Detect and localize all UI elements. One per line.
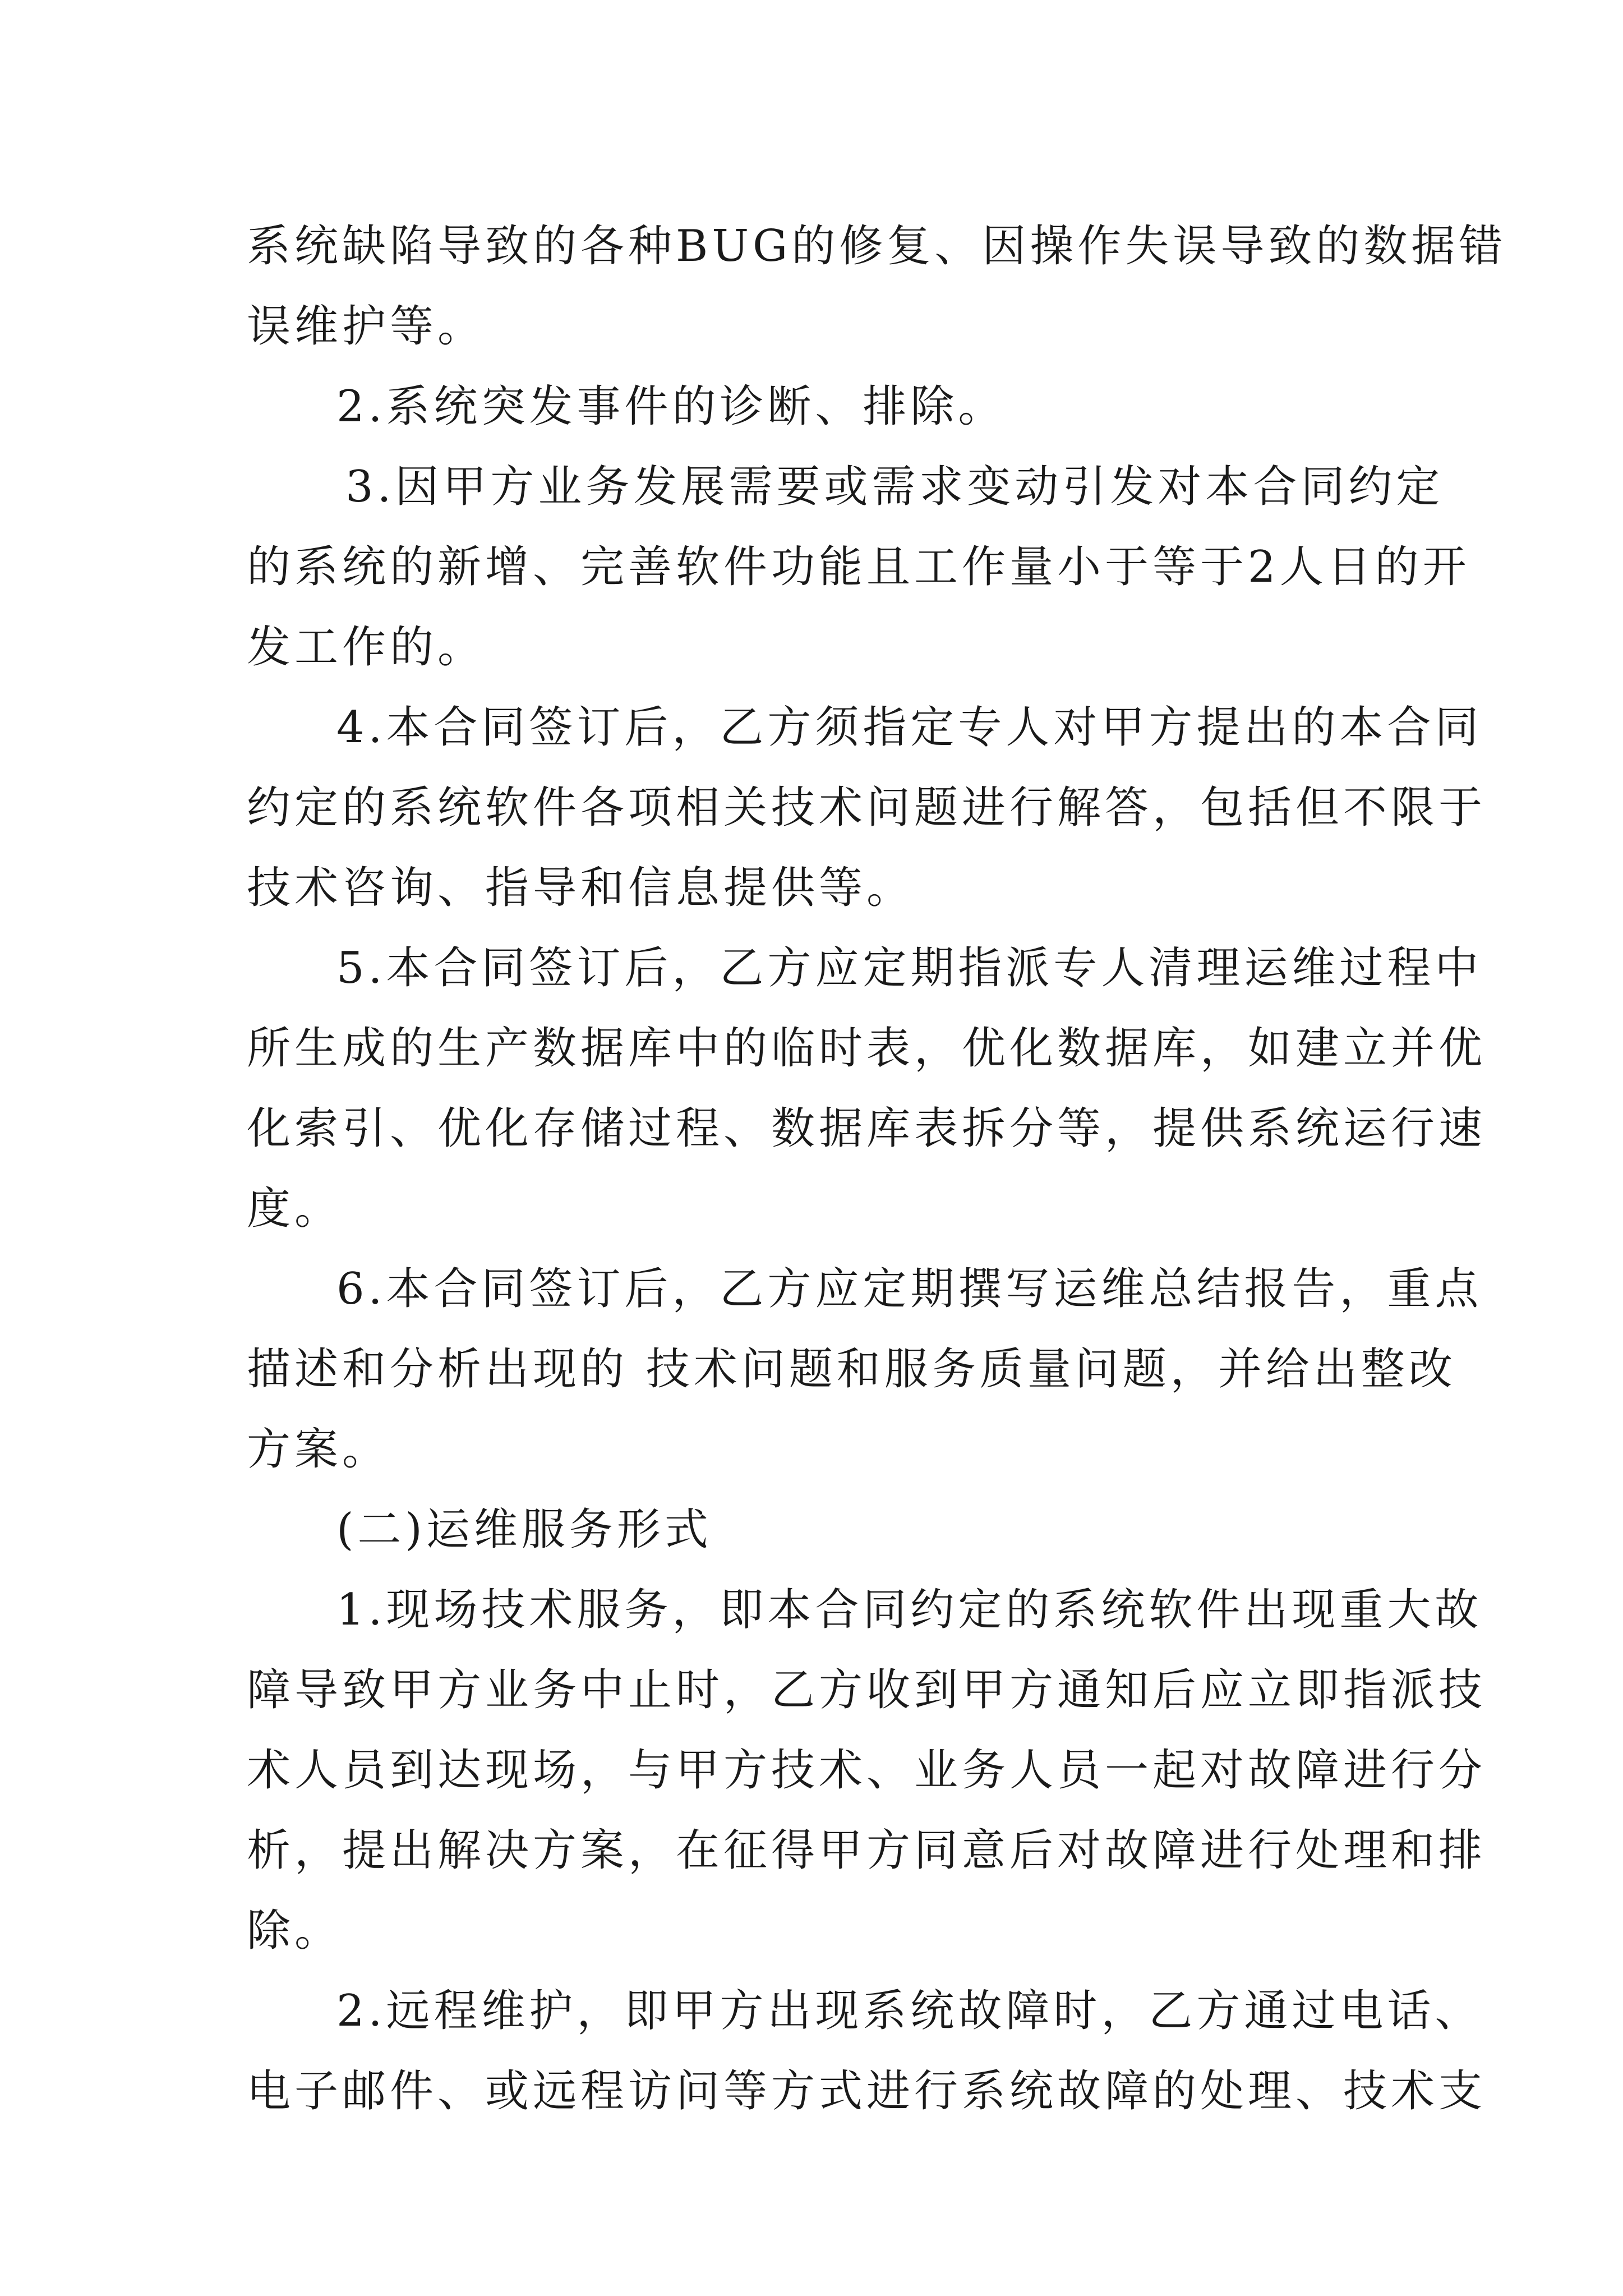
document-body	[247, 206, 1507, 2132]
paragraph-line: 障导致甲方业务中止时，乙方收到甲方通知后应立即指派技	[247, 1665, 1487, 1715]
paragraph-line: 电子邮件、或远程访问等方式进行系统故障的处理、技术支	[247, 2066, 1487, 2116]
list-item-3: 3.因甲方业务发展需要或需求变动引发对本合同约定	[345, 462, 1444, 512]
paragraph-line: 方案。	[247, 1424, 390, 1475]
paragraph-line: 化索引、优化存储过程、数据库表拆分等，提供系统运行速	[247, 1103, 1487, 1154]
list-item-2: 2.系统突发事件的诊断、排除。	[336, 381, 1006, 432]
paragraph-line: 的系统的新增、完善软件功能且工作量小于等于2人日的开	[247, 542, 1470, 592]
paragraph-line: 析，提出解决方案，在征得甲方同意后对故障进行处理和排	[247, 1825, 1487, 1876]
paragraph-line: 除。	[247, 1906, 343, 1956]
list-item-1: 1.现场技术服务，即本合同约定的系统软件出现重大故	[336, 1585, 1483, 1635]
paragraph-line: 约定的系统软件各项相关技术问题进行解答，包括但不限于	[247, 783, 1487, 833]
paragraph-line: 度。	[247, 1184, 343, 1234]
list-item-2: 2.远程维护，即甲方出现系统故障时，乙方通过电话、	[336, 1986, 1483, 2036]
paragraph-line: 误维护等。	[247, 301, 486, 352]
paragraph-line: 系统缺陷导致的各种BUG的修复、因操作失误导致的数据错	[247, 221, 1507, 272]
list-item-4: 4.本合同签订后，乙方须指定专人对甲方提出的本合同	[336, 702, 1483, 753]
list-item-5: 5.本合同签订后，乙方应定期指派专人清理运维过程中	[336, 943, 1483, 993]
section-heading: (二)运维服务形式	[336, 1504, 712, 1555]
paragraph-line: 描述和分析出现的 技术问题和服务质量问题，并给出整改	[247, 1344, 1456, 1395]
paragraph-line: 所生成的生产数据库中的临时表，优化数据库，如建立并优	[247, 1023, 1487, 1074]
paragraph-line: 术人员到达现场，与甲方技术、业务人员一起对故障进行分	[247, 1745, 1487, 1796]
list-item-6: 6.本合同签订后，乙方应定期撰写运维总结报告，重点	[336, 1264, 1483, 1314]
paragraph-line: 发工作的。	[247, 622, 486, 673]
paragraph-line: 技术咨询、指导和信息提供等。	[247, 863, 915, 913]
